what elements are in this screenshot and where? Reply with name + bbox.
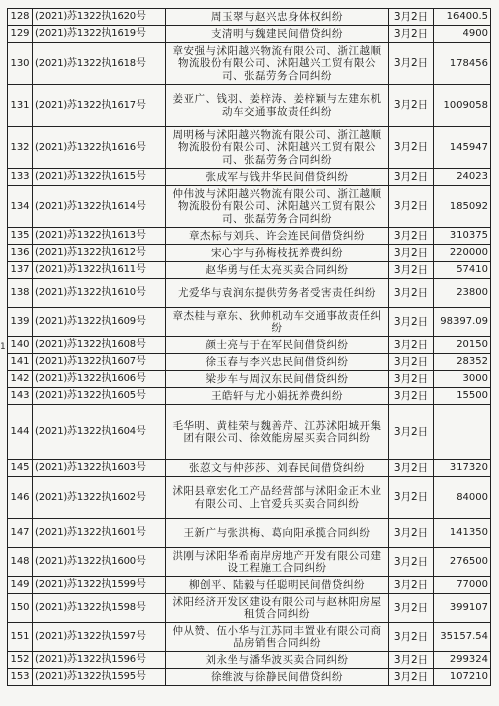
table-row: [8, 577, 491, 594]
row-number: 148: [8, 548, 33, 577]
case-date: 3月2日: [389, 405, 434, 460]
table-row: [8, 405, 491, 460]
case-amount: 220000: [434, 245, 491, 262]
row-number: 135: [8, 228, 33, 245]
case-date: 3月2日: [389, 371, 434, 388]
case-cause: 章杰桂与章东、狄帅机动车交通事故责任纠纷: [166, 308, 389, 337]
row-number: 145: [8, 460, 33, 477]
case-amount: 23800: [434, 279, 491, 308]
table-row: [8, 186, 491, 228]
case-number: (2021)苏1322执1604号: [33, 405, 166, 460]
case-date: 3月2日: [389, 262, 434, 279]
case-date: 3月2日: [389, 85, 434, 127]
case-cause: 尤爱华与袁润东提供劳务者受害责任纠纷: [166, 279, 389, 308]
case-cause: 颜士亮与于在军民间借贷纠纷: [166, 337, 389, 354]
row-number: 136: [8, 245, 33, 262]
row-number: 151: [8, 623, 33, 652]
case-amount: 185092: [434, 186, 491, 228]
case-amount: 57410: [434, 262, 491, 279]
case-number: (2021)苏1322执1610号: [33, 279, 166, 308]
case-amount: 98397.09: [434, 308, 491, 337]
case-date: 3月2日: [389, 26, 434, 43]
row-number: 147: [8, 519, 33, 548]
table-row: [8, 9, 491, 26]
row-number: 142: [8, 371, 33, 388]
case-cause: 徐维波与徐静民间借贷纠纷: [166, 669, 389, 686]
case-cause: 仲从赞、伍小华与江苏同丰置业有限公司商品房销售合同纠纷: [166, 623, 389, 652]
case-cause: 章杰标与刘兵、许会连民间借贷纠纷: [166, 228, 389, 245]
case-amount: 28352: [434, 354, 491, 371]
case-amount: 15500: [434, 388, 491, 405]
case-date: 3月2日: [389, 477, 434, 519]
case-cause: 刘永坐与潘华波买卖合同纠纷: [166, 652, 389, 669]
table-row: [8, 169, 491, 186]
case-date: 3月2日: [389, 127, 434, 169]
case-date: 3月2日: [389, 186, 434, 228]
case-date: 3月2日: [389, 652, 434, 669]
row-number: 137: [8, 262, 33, 279]
case-date: 3月2日: [389, 308, 434, 337]
case-amount: 276500: [434, 548, 491, 577]
case-date: 3月2日: [389, 279, 434, 308]
case-amount: 399107: [434, 594, 491, 623]
case-cause: 章安强与沭阳越兴物流有限公司、浙江越顺物流股份有限公司、沭阳越兴工贸有限公司、张磊劳务合同纠纷: [166, 43, 389, 85]
table-row: [8, 548, 491, 577]
case-cause: 周玉翠与赵兴忠身体权纠纷: [166, 9, 389, 26]
case-date: 3月2日: [389, 519, 434, 548]
table-row: [8, 43, 491, 85]
case-number: (2021)苏1322执1605号: [33, 388, 166, 405]
table-row: [8, 228, 491, 245]
case-cause: 支清明与魏建民间借贷纠纷: [166, 26, 389, 43]
case-number: (2021)苏1322执1598号: [33, 594, 166, 623]
case-amount: 35157.54: [434, 623, 491, 652]
case-cause: 宋心宇与孙梅枝抚养费纠纷: [166, 245, 389, 262]
case-amount: 77000: [434, 577, 491, 594]
case-amount: 20150: [434, 337, 491, 354]
case-amount: 3000: [434, 371, 491, 388]
case-cause: 张荵文与仲莎莎、刘春民间借贷纠纷: [166, 460, 389, 477]
case-date: 3月2日: [389, 228, 434, 245]
case-amount: 16400.5: [434, 9, 491, 26]
case-number: (2021)苏1322执1608号: [33, 337, 166, 354]
table-row: [8, 262, 491, 279]
case-number: (2021)苏1322执1615号: [33, 169, 166, 186]
row-number: 130: [8, 43, 33, 85]
case-date: 3月2日: [389, 354, 434, 371]
case-date: 3月2日: [389, 669, 434, 686]
case-number: (2021)苏1322执1596号: [33, 652, 166, 669]
case-number: (2021)苏1322执1618号: [33, 43, 166, 85]
case-date: 3月2日: [389, 337, 434, 354]
row-number: 143: [8, 388, 33, 405]
table-row: [8, 388, 491, 405]
margin-mark: 1: [0, 342, 6, 352]
case-amount: 1009058: [434, 85, 491, 127]
case-number: (2021)苏1322执1597号: [33, 623, 166, 652]
row-number: 132: [8, 127, 33, 169]
table-row: [8, 371, 491, 388]
case-cause: 毛华明、黄桂荣与魏善芹、江苏沭阳城开集团有限公司、徐效能房屋买卖合同纠纷: [166, 405, 389, 460]
case-number: (2021)苏1322执1595号: [33, 669, 166, 686]
table-row: [8, 308, 491, 337]
case-amount: 141350: [434, 519, 491, 548]
case-number: (2021)苏1322执1617号: [33, 85, 166, 127]
row-number: 138: [8, 279, 33, 308]
case-cause: 张成军与钱井华民间借贷纠纷: [166, 169, 389, 186]
case-number: (2021)苏1322执1616号: [33, 127, 166, 169]
case-number: (2021)苏1322执1599号: [33, 577, 166, 594]
row-number: 150: [8, 594, 33, 623]
row-number: 141: [8, 354, 33, 371]
table-row: [8, 245, 491, 262]
case-number: (2021)苏1322执1614号: [33, 186, 166, 228]
row-number: 134: [8, 186, 33, 228]
case-date: 3月2日: [389, 43, 434, 85]
table-row: [8, 594, 491, 623]
case-date: 3月2日: [389, 9, 434, 26]
case-cause: 仲伟波与沭阳越兴物流有限公司、浙江越顺物流股份有限公司、沭阳越兴工贸有限公司、张磊劳务合同纠纷: [166, 186, 389, 228]
case-table: [7, 8, 491, 686]
table-row: [8, 460, 491, 477]
case-amount: 145947: [434, 127, 491, 169]
case-date: 3月2日: [389, 577, 434, 594]
case-date: 3月2日: [389, 623, 434, 652]
case-cause: 洪刚与沭阳华希南岸房地产开发有限公司建设工程施工合同纠纷: [166, 548, 389, 577]
case-table-body: [8, 9, 491, 686]
row-number: 139: [8, 308, 33, 337]
row-number: 153: [8, 669, 33, 686]
table-row: [8, 669, 491, 686]
table-row: [8, 26, 491, 43]
case-amount: 310375: [434, 228, 491, 245]
row-number: 133: [8, 169, 33, 186]
case-cause: 周明杨与沭阳越兴物流有限公司、浙江越顺物流股份有限公司、沭阳越兴工贸有限公司、张磊劳务合同纠纷: [166, 127, 389, 169]
case-date: 3月2日: [389, 460, 434, 477]
case-amount: 178456: [434, 43, 491, 85]
case-amount: 107210: [434, 669, 491, 686]
case-number: (2021)苏1322执1606号: [33, 371, 166, 388]
case-date: 3月2日: [389, 548, 434, 577]
row-number: 131: [8, 85, 33, 127]
case-cause: 赵华勇与任太亮买卖合同纠纷: [166, 262, 389, 279]
case-number: (2021)苏1322执1601号: [33, 519, 166, 548]
case-cause: 沭阳县章宏化工产品经营部与沭阳金正木业有限公司、上官爱兵买卖合同纠纷: [166, 477, 389, 519]
table-row: [8, 337, 491, 354]
case-number: (2021)苏1322执1603号: [33, 460, 166, 477]
case-date: 3月2日: [389, 169, 434, 186]
table-row: [8, 477, 491, 519]
case-cause: 王新广与张洪梅、葛向阳承揽合同纠纷: [166, 519, 389, 548]
table-row: [8, 652, 491, 669]
case-amount: 299324: [434, 652, 491, 669]
case-number: (2021)苏1322执1612号: [33, 245, 166, 262]
case-number: (2021)苏1322执1620号: [33, 9, 166, 26]
case-date: 3月2日: [389, 594, 434, 623]
case-number: (2021)苏1322执1609号: [33, 308, 166, 337]
case-number: (2021)苏1322执1619号: [33, 26, 166, 43]
case-amount: 84000: [434, 477, 491, 519]
table-row: [8, 279, 491, 308]
row-number: 128: [8, 9, 33, 26]
table-row: [8, 623, 491, 652]
row-number: 146: [8, 477, 33, 519]
case-number: (2021)苏1322执1611号: [33, 262, 166, 279]
row-number: 140: [8, 337, 33, 354]
case-cause: 沭阳经济开发区建设有限公司与赵林阳房屋租赁合同纠纷: [166, 594, 389, 623]
case-number: (2021)苏1322执1607号: [33, 354, 166, 371]
case-date: 3月2日: [389, 388, 434, 405]
case-cause: 柳创平、陆毅与任聪明民间借贷纠纷: [166, 577, 389, 594]
case-cause: 徐玉春与李兴忠民间借贷纠纷: [166, 354, 389, 371]
case-amount: [434, 405, 491, 460]
table-row: [8, 127, 491, 169]
case-date: 3月2日: [389, 245, 434, 262]
row-number: 129: [8, 26, 33, 43]
row-number: 152: [8, 652, 33, 669]
case-number: (2021)苏1322执1600号: [33, 548, 166, 577]
case-cause: 梁步车与周汉东民间借贷纠纷: [166, 371, 389, 388]
case-number: (2021)苏1322执1613号: [33, 228, 166, 245]
table-row: [8, 85, 491, 127]
table-row: [8, 519, 491, 548]
case-cause: 王皓轩与尤小娟抚养费纠纷: [166, 388, 389, 405]
row-number: 144: [8, 405, 33, 460]
case-cause: 姜亚广、钱羽、姜梓涛、姜梓颖与左建东机动车交通事故责任纠纷: [166, 85, 389, 127]
case-amount: 24023: [434, 169, 491, 186]
case-number: (2021)苏1322执1602号: [33, 477, 166, 519]
case-amount: 317320: [434, 460, 491, 477]
case-amount: 4900: [434, 26, 491, 43]
row-number: 149: [8, 577, 33, 594]
table-row: [8, 354, 491, 371]
